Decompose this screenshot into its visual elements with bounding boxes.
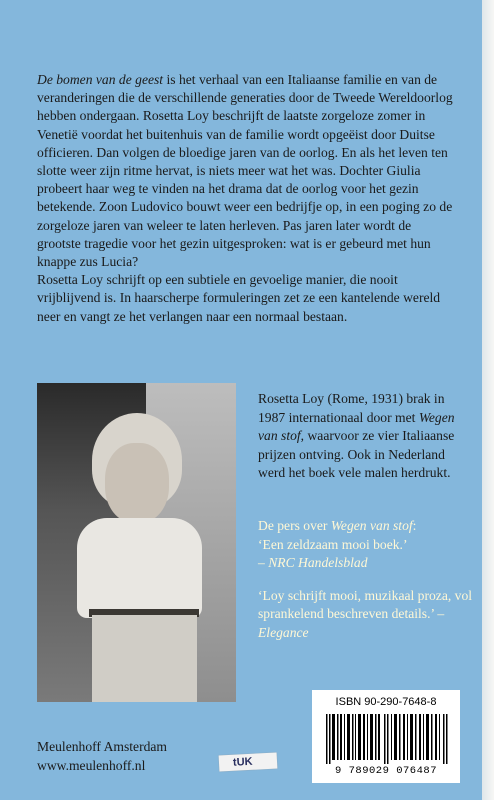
ean-number: 9 789029 076487 [334,765,437,777]
barcode-label [312,690,460,783]
isbn-text: ISBN 90-290-7648-8 [335,696,437,708]
press-quotes [258,517,478,643]
author-photo [37,383,236,702]
blurb-text [37,71,457,326]
photo-face [105,443,169,523]
book-title: De bomen van de geest [37,72,164,87]
publisher-name: Meulenhoff Amsterdam [37,739,167,754]
blurb-paragraph-2: Rosetta Loy schrijft op een subtiele en gevoelige manier, die nooit vrijblijvend is. In haarscherpe formuleringen zet ze een kantelende wereld neer en vangt ze het verlangen naar een normaal bestaan. [37,272,441,324]
barcode-icon [326,714,448,764]
photo-shirt [77,518,202,618]
publisher-info [37,737,167,775]
press-quote-2-text: ‘Loy schrijft mooi, muzikaal proza, vol sprankelend beschreven details.’ – [258,587,473,622]
press-intro-text: De pers over [258,518,331,533]
blurb-paragraph-1-text: is het verhaal van een Italiaanse familie en van de veranderingen die de verschillende generaties door de Tweede Wereldoorlog hebben ondergaan. Rosetta Loy beschrijft de laatste zorgeloze zomer in Venetië voordat het buitenhuis van de familie wordt opgeëist door Duitse officieren. Dan volgen de bloedige jaren van de oorlog. En als het leven ten slotte weer zijn ritme hervat, is niets meer wat het was. Dochter Giulia probeert haar weg te vinden na het drama dat de oorlog voor het gezin betekende. Zoon Ludovico bouwt weer een bedrijfje op, in een poging zo de zorgeloze jaren van weleer te laten herleven. Pas jaren later wordt de grootste tragedie voor het gezin uitgesproken: wat is er gebeurd met hun knappe zus Lucia? [37,72,453,270]
press-intro-colon: : [412,518,417,533]
author-bio-text [258,390,473,483]
photo-trousers [92,615,197,702]
page-edge [482,0,494,800]
price-sticker: tUK [219,752,278,771]
bio-book-title: Wegen van stof [258,409,455,444]
press-intro [258,517,478,536]
press-source-2: Elegance [258,624,309,640]
blurb-paragraph-1 [37,71,457,271]
press-quote-2 [258,587,478,643]
publisher-url: www.meulenhoff.nl [37,758,146,773]
bio-after: , waarvoor ze vier Italiaanse prijzen ontving. Ook in Nederland werd het boek vele malen herdrukt. [258,428,455,481]
bio-before: Rosetta Loy (Rome, 1931) brak in 1987 internationaal door met [258,391,445,425]
author-bio [258,390,473,483]
press-intro-book: Wegen van stof [330,518,413,533]
press-quote-1: ‘Een zeldzaam mooi boek.’ [258,536,408,552]
press-source-1: – NRC Handelsblad [258,555,368,571]
